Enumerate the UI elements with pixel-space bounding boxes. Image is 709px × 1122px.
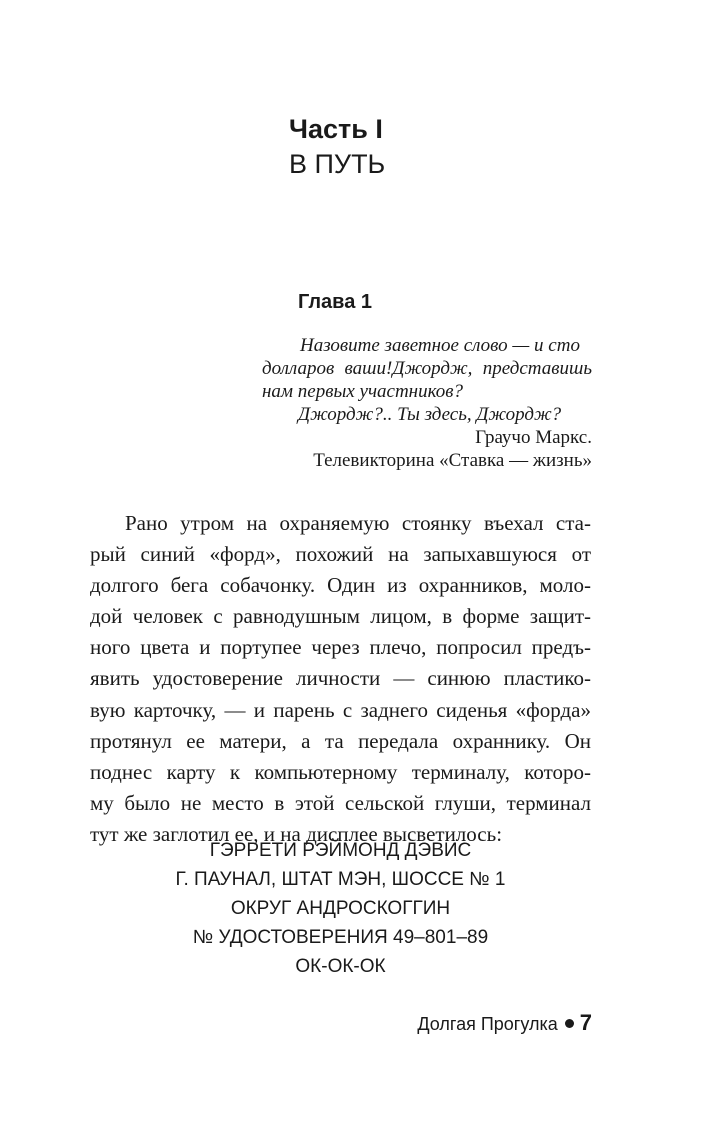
body-line: вую карточку, — и парень с заднего сиденья «форда» <box>90 697 591 722</box>
epigraph-line: нам первых участников? <box>262 381 464 402</box>
terminal-display-text <box>90 836 591 981</box>
page-number: 7 <box>579 1010 592 1035</box>
epigraph-line: долларов ваши!Джордж, представишь <box>262 358 592 379</box>
epigraph-author: Граучо Маркс. <box>475 427 592 448</box>
body-line: ного цвета и портупее через плечо, попросил предъ- <box>90 635 591 660</box>
body-line: дой человек с равнодушным лицом, в форме защит- <box>90 604 591 629</box>
chapter-title: Глава 1 <box>298 291 373 313</box>
bullet-icon <box>565 1019 574 1028</box>
epigraph-line: Назовите заветное слово — и сто <box>300 335 580 356</box>
footer-book-title: Долгая Прогулка <box>417 1014 558 1034</box>
running-footer <box>417 1009 592 1038</box>
display-line: ГЭРРЕТИ РЭЙМОНД ДЭВИС <box>209 840 472 861</box>
epigraph-source: Телевикторина «Ставка — жизнь» <box>313 450 592 471</box>
body-line: явить удостоверение личности — синюю пластико- <box>90 666 591 691</box>
body-paragraph <box>90 508 591 850</box>
part-label: Часть I <box>289 114 383 144</box>
body-line: Рано утром на охраняемую стоянку въехал ста- <box>125 511 591 535</box>
body-line: рый синий «форд», похожий на запыхавшуюся от <box>90 542 591 567</box>
part-title: В ПУТЬ <box>289 149 386 179</box>
display-line: ОКРУГ АНДРОСКОГГИН <box>230 898 451 919</box>
display-line: ОК-ОК-ОК <box>295 956 386 977</box>
display-line: Г. ПАУНАЛ, ШТАТ МЭН, ШОССЕ № 1 <box>175 869 506 890</box>
body-line: поднес карту к компьютерному терминалу, которо- <box>90 759 591 784</box>
epigraph <box>262 334 592 472</box>
body-line: му было не место в этой сельской глуши, терминал <box>90 790 591 815</box>
display-line: № УДОСТОВЕРЕНИЯ 49–801–89 <box>192 927 489 948</box>
epigraph-line: Джордж?.. Ты здесь, Джордж? <box>298 404 562 425</box>
body-line: тут же заглотил ее, и на дисплее высветилось: <box>90 821 503 846</box>
body-line: протянул ее матери, а та передала охраннику. Он <box>90 728 591 753</box>
body-line: долгого бега собачонку. Один из охранников, моло- <box>90 573 591 598</box>
